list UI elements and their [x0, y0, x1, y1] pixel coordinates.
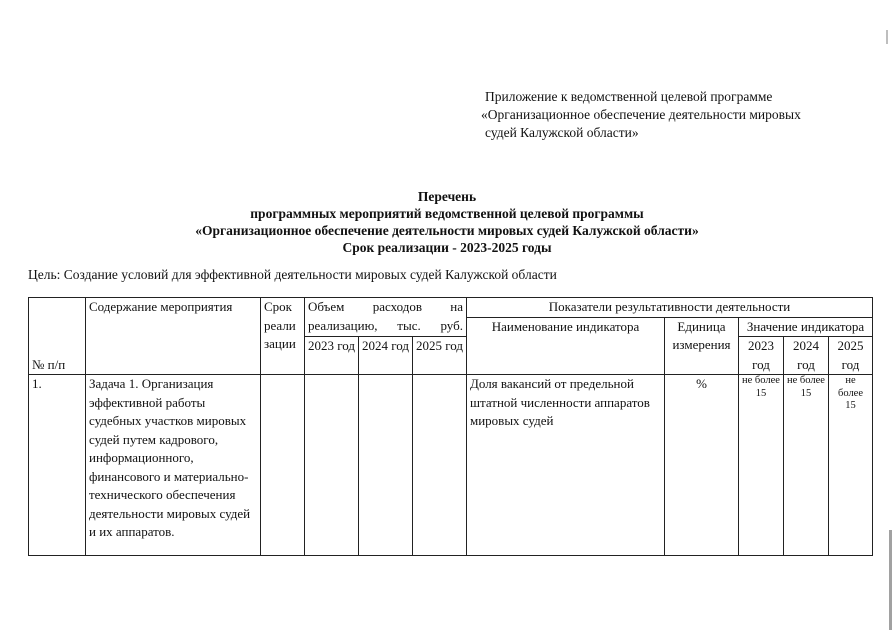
- heading-line-1: Перечень: [417, 189, 477, 204]
- header-performance: Показатели результативности деятельности: [467, 298, 873, 318]
- appendix-line-1: Приложение к ведомственной целевой программе: [485, 89, 773, 104]
- header-term: Срок реали зации: [261, 298, 305, 375]
- row-unit: %: [665, 375, 739, 556]
- appendix-line-3: судей Калужской области»: [485, 125, 639, 140]
- heading-line-2: программных мероприятий ведомственной целевой программы: [250, 206, 644, 221]
- scan-edge-mark: [889, 530, 892, 630]
- row-val-2023: не более 15: [739, 375, 784, 556]
- header-exp-2024: 2024 год: [359, 337, 413, 375]
- header-exp-2025: 2025 год: [413, 337, 467, 375]
- header-val-2023: 2023 год: [739, 337, 784, 375]
- header-val-2025: 2025 год: [829, 337, 873, 375]
- header-content: Содержание мероприятия: [86, 298, 261, 375]
- row-term: [261, 375, 305, 556]
- row-num: 1.: [29, 375, 86, 556]
- header-num: № п/п: [29, 298, 86, 375]
- table-row: [29, 375, 873, 556]
- header-indicator-name: Наименование индикатора: [467, 317, 665, 375]
- document-heading: [0, 188, 894, 256]
- header-exp-2023: 2023 год: [305, 337, 359, 375]
- header-indicator-value: Значение индикатора: [739, 317, 873, 337]
- header-unit: Единица измерения: [665, 317, 739, 375]
- goal-text: Цель: Создание условий для эффективной деятельности мировых судей Калужской области: [28, 267, 557, 282]
- row-indicator: Доля вакансий от предельной штатной численности аппаратов мировых судей: [467, 375, 665, 556]
- heading-line-4: Срок реализации - 2023-2025 годы: [342, 240, 552, 255]
- activities-table: [28, 297, 873, 556]
- row-val-2024: не более 15: [784, 375, 829, 556]
- row-content: Задача 1. Организация эффективной работы судебных участков мировых судей путем кадрового, информационного, финансового и материально- технического обеспечения деятельности мировых судей и их аппаратов.: [86, 375, 261, 556]
- heading-line-3: «Организационное обеспечение деятельности мировых судей Калужской области»: [195, 223, 699, 238]
- row-exp-2024: [359, 375, 413, 556]
- row-exp-2025: [413, 375, 467, 556]
- header-val-2024: 2024 год: [784, 337, 829, 375]
- appendix-line-2: «Организационное обеспечение деятельности мировых: [481, 107, 801, 122]
- row-exp-2023: [305, 375, 359, 556]
- header-expenses: Объем расходов на реализацию, тыс. руб.: [305, 298, 467, 337]
- appendix-note: [481, 88, 801, 142]
- row-val-2025: не более 15: [829, 375, 873, 556]
- scan-edge-mark: [886, 30, 888, 44]
